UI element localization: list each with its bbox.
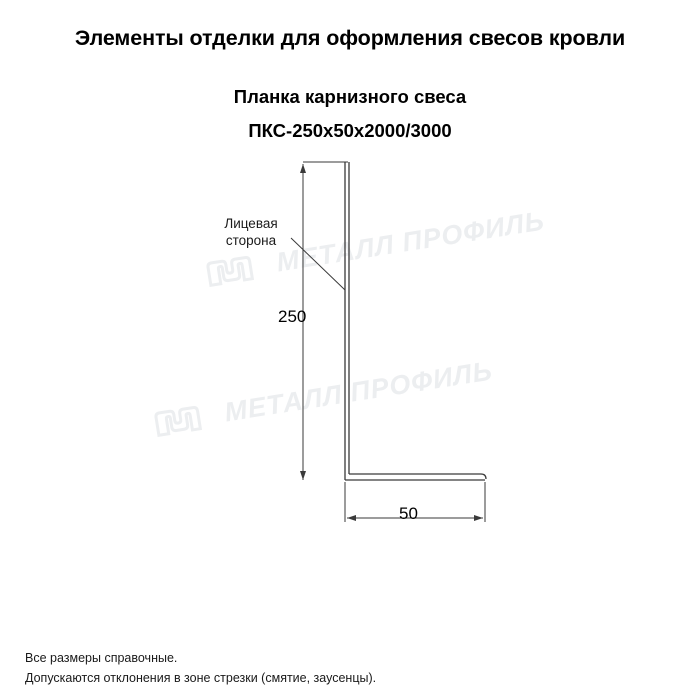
product-name: Планка карнизного свеса [233,86,467,107]
leader-line-icon [291,238,345,290]
face-side-label [213,215,289,249]
watermark-text: МЕТАЛЛ ПРОФИЛЬ [274,205,547,278]
technical-drawing [0,150,700,570]
arrow-head-right-icon [474,515,483,521]
profile-flange-tip [481,474,486,479]
footnote-line-2: Допускаются отклонения в зоне стрезки (смятие, заусенцы). [25,671,377,685]
product-code: ПКС-250х50х2000/3000 [248,120,452,141]
watermark-text: МЕТАЛЛ ПРОФИЛЬ [222,355,495,428]
face-side-label-line2: сторона [225,233,277,248]
face-side-label-line1: Лицевая [224,216,278,231]
footnotes [25,648,376,688]
arrow-head-left-icon [347,515,356,521]
footnote-line-1: Все размеры справочные. [25,651,178,665]
arrow-head-up-icon [300,164,306,173]
dimension-height-value: 250 [278,307,307,326]
page-title: Элементы отделки для оформления свесов кровли [74,26,626,50]
dimension-width-value: 50 [399,504,418,523]
arrow-head-down-icon [300,471,306,480]
